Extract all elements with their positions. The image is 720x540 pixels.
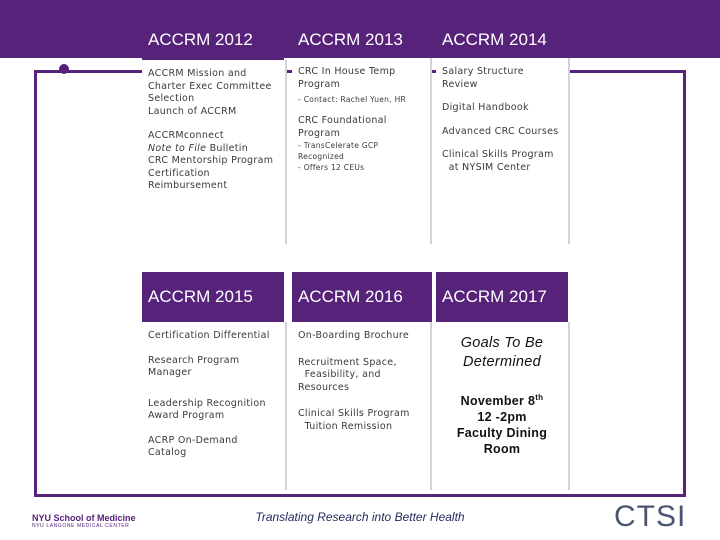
item-text: Research Program — [148, 354, 240, 366]
column-body-2016 — [292, 322, 432, 490]
column-body-2012 — [142, 60, 287, 244]
item-text: Advanced CRC Courses — [442, 125, 559, 137]
list-item — [148, 330, 279, 343]
item-text: Feasibility, and — [298, 369, 381, 380]
date-suffix: th — [535, 393, 544, 402]
item-text: Manager — [148, 367, 192, 378]
item-text: ACCRMconnect — [148, 130, 224, 141]
item-text: CRC In House Temp — [298, 66, 396, 77]
item-text: CRC Foundational — [298, 115, 387, 126]
item-text: Clinical Skills Program — [298, 408, 410, 419]
item-subtext: Recognized — [298, 152, 345, 161]
column-body-2017 — [436, 322, 570, 490]
item-text: Program — [298, 78, 341, 90]
column-body-2014 — [436, 58, 570, 244]
list-item — [442, 149, 562, 174]
column-header-2013 — [292, 18, 432, 62]
item-text: Leadership Recognition — [148, 397, 266, 409]
logo-sub-text: NYU LANGONE MEDICAL CENTER — [32, 523, 130, 529]
item-text: ACRP On-Demand — [148, 434, 238, 446]
column-header-2017 — [436, 272, 568, 322]
item-text: Award Program — [148, 410, 225, 421]
meeting-place: Faculty Dining — [456, 426, 548, 441]
list-item — [442, 126, 562, 139]
meeting-place: Room — [483, 442, 521, 457]
column-header-2012 — [142, 18, 284, 62]
goal-line: Determined — [463, 354, 541, 370]
item-text: ACCRM Mission and — [148, 68, 247, 79]
item-subtext: - Contact: Rachel Yuen, HR — [298, 95, 407, 104]
item-subtext: - Offers 12 CEUs — [298, 163, 365, 172]
list-item — [148, 130, 279, 193]
list-item — [148, 68, 279, 118]
item-text: CRC Mentorship Program — [148, 155, 274, 166]
column-title: ACCRM 2016 — [298, 287, 403, 306]
italic-text: Note to File — [148, 142, 207, 154]
item-text: Clinical Skills Program — [442, 149, 554, 160]
list-item — [298, 357, 424, 395]
timeline-marker — [59, 64, 69, 74]
logo-main-text: NYU School of Medicine — [32, 513, 136, 523]
footer-tagline: Translating Research into Better Health — [255, 510, 465, 524]
list-item — [298, 66, 424, 105]
meeting-time: 12 -2pm — [477, 410, 527, 425]
column-header-2015 — [142, 272, 284, 322]
list-item — [148, 355, 279, 380]
column-body-2015 — [142, 322, 287, 490]
item-text: Digital Handbook — [442, 102, 529, 113]
column-header-2016 — [292, 272, 432, 322]
column-title: ACCRM 2012 — [148, 30, 253, 49]
item-text: Recruitment Space, — [298, 356, 397, 368]
item-text: On-Boarding Brochure — [298, 330, 410, 341]
item-text: at NYSIM Center — [442, 161, 531, 173]
column-header-2014 — [436, 18, 568, 62]
item-text: Selection — [148, 93, 195, 104]
frame-right — [683, 70, 686, 497]
item-text-suffix: Bulletin — [206, 142, 249, 154]
column-title: ACCRM 2017 — [442, 287, 547, 306]
date-text: November 8 — [460, 394, 536, 409]
goal-text — [442, 334, 562, 372]
item-text: Salary Structure Review — [442, 66, 524, 90]
column-title: ACCRM 2013 — [298, 30, 403, 49]
meeting-info — [442, 390, 562, 457]
item-text: Catalog — [148, 447, 187, 458]
item-text: Certification — [148, 167, 210, 179]
list-item — [148, 398, 279, 423]
item-text — [148, 143, 279, 156]
item-text: Launch of ACCRM — [148, 105, 237, 117]
frame-left — [34, 70, 37, 497]
goal-line: Goals To Be — [460, 335, 544, 351]
column-title: ACCRM 2014 — [442, 30, 547, 49]
meeting-date — [442, 390, 562, 409]
item-text: Tuition Remission — [298, 420, 393, 432]
list-item — [442, 66, 562, 91]
list-item — [298, 115, 424, 173]
column-body-2013 — [292, 58, 432, 244]
item-text: Certification Differential — [148, 330, 270, 341]
item-subtext: - TransCelerate GCP — [298, 141, 379, 150]
list-item — [442, 102, 562, 115]
ctsi-logo: CTSI — [614, 500, 687, 533]
frame-bottom — [34, 494, 686, 497]
item-text: Resources — [298, 381, 350, 393]
item-text: Program — [298, 127, 341, 139]
list-item — [298, 408, 424, 433]
item-text: Charter Exec Committee — [148, 80, 272, 92]
list-item — [298, 330, 424, 343]
list-item — [148, 435, 279, 460]
item-text: Reimbursement — [148, 180, 228, 191]
column-title: ACCRM 2015 — [148, 287, 253, 306]
